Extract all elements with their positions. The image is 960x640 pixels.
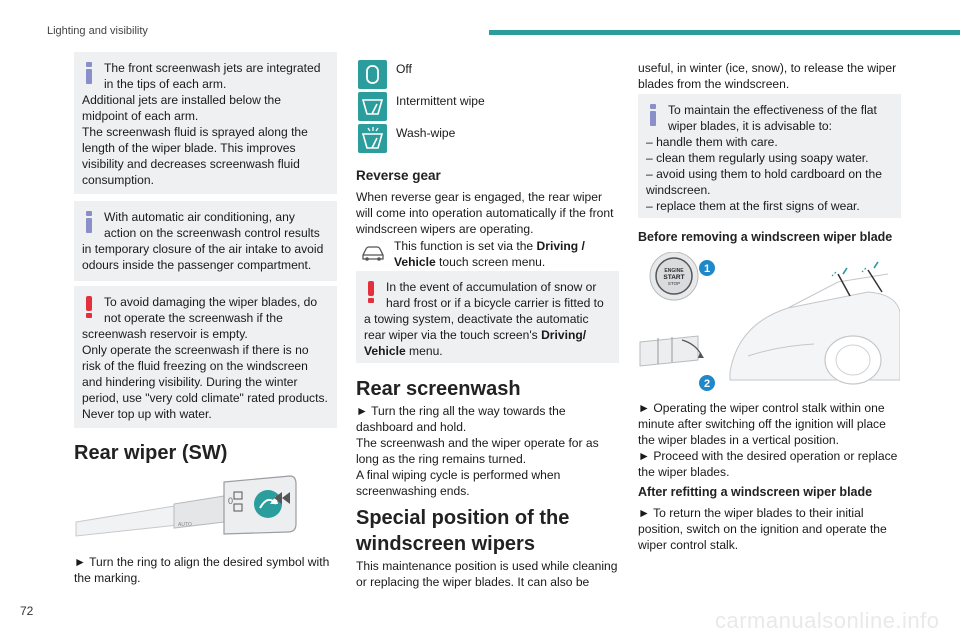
callout-2: 2 — [703, 378, 711, 390]
intermittent-wipe-icon — [358, 92, 387, 121]
reverse-gear-heading: Reverse gear — [356, 168, 441, 183]
info-box-screenwash-jets — [74, 52, 337, 194]
stop-label: STOP — [667, 281, 681, 286]
text-line: position, switch on the ignition and operate the — [638, 522, 887, 536]
text-line: ► Proceed with the desired operation or replace — [638, 449, 898, 463]
box-line: windscreen. — [646, 183, 711, 197]
text-line: wiper control stalk. — [638, 538, 739, 552]
function-set-text — [394, 238, 624, 270]
stalk-label-0: 0 — [228, 496, 234, 506]
box-line: a towing system, deactivate the automatic — [364, 312, 589, 326]
after-refitting-text — [638, 505, 901, 553]
text-line: ► Turn the ring all the way towards the — [356, 404, 566, 418]
box-line: Additional jets are installed below the — [82, 93, 281, 107]
box-line: Only operate the screenwash if there is no — [82, 343, 309, 357]
text-line: the wiper blades. — [638, 465, 730, 479]
box-line: consumption. — [82, 173, 154, 187]
rear-wiper-stalk-illustration — [74, 474, 314, 544]
symbol-row-intermittent — [358, 92, 558, 122]
off-icon — [358, 60, 387, 89]
info-icon — [648, 104, 658, 126]
box-line: In the event of accumulation of snow or — [386, 280, 597, 294]
box-line: To maintain the effectiveness of the flat — [668, 103, 877, 117]
text-line: blades from the windscreen. — [638, 77, 790, 91]
stalk-label-auto: AUTO — [178, 522, 192, 528]
warning-box-auto-rear-wiper — [356, 271, 619, 363]
turn-ring-instruction — [74, 554, 337, 586]
rear-screenwash-text — [356, 403, 619, 499]
text-line: ► To return the wiper blades to their initial — [638, 506, 864, 520]
engine-label: ENGINE — [664, 268, 684, 274]
text-fragment: menu. — [405, 344, 443, 358]
text-line: ► Turn the ring to align the desired symbol with — [74, 555, 330, 569]
page-number: 72 — [20, 604, 34, 618]
warning-icon — [366, 281, 376, 303]
special-position-text — [356, 558, 619, 590]
box-line: risk of the fluid freezing on the windscreen — [82, 359, 308, 373]
car-settings-icon — [360, 243, 386, 263]
text-fragment: rear wiper via the touch screen's — [364, 328, 542, 342]
box-line: wiper blades, it is advisable to: — [668, 119, 833, 133]
wash-wipe-icon — [358, 124, 387, 153]
symbol-label: Intermittent wipe — [396, 94, 485, 108]
menu-name: Vehicle — [394, 255, 436, 269]
wiper-service-illustration — [638, 252, 900, 392]
box-line: length of the wiper blade. This improves — [82, 141, 296, 155]
menu-name: Driving / — [536, 239, 585, 253]
start-label: START — [663, 274, 685, 281]
box-line: in the tips of each arm. — [104, 77, 227, 91]
box-line: Never top up with water. — [82, 407, 212, 421]
heading-line: windscreen wipers — [356, 533, 535, 555]
box-line: midpoint of each arm. — [82, 109, 199, 123]
text-line: long as the ring remains turned. — [356, 452, 527, 466]
warning-icon — [84, 296, 94, 318]
text-line: This maintenance position is used while cleaning — [356, 559, 618, 573]
info-box-flat-blades — [638, 94, 901, 218]
menu-name: Driving/ — [541, 328, 587, 342]
symbol-row-wash-wipe — [358, 124, 558, 154]
callout-1: 1 — [703, 263, 711, 275]
box-line: – clean them regularly using soapy water. — [646, 151, 869, 165]
info-icon — [84, 211, 94, 233]
warning-box-wiper-blades — [74, 286, 337, 428]
text-line: or replacing the wiper blades. It can also be — [356, 575, 590, 589]
text-line: A final wiping cycle is performed when — [356, 468, 561, 482]
box-line: To avoid damaging the wiper blades, do — [104, 295, 318, 309]
watermark: carmanualsonline.info — [715, 608, 940, 633]
box-line: in temporary closure of the air intake to avoid — [82, 242, 324, 256]
continuation-text — [638, 60, 901, 92]
box-line: visibility and decreases screenwash fluid — [82, 157, 300, 171]
info-box-air-conditioning — [74, 201, 337, 281]
box-line: action on the screenwash control results — [104, 226, 320, 240]
box-line: odours inside the passenger compartment. — [82, 258, 312, 272]
text-line: will come into operation automatically if the front — [356, 206, 614, 220]
reverse-gear-text — [356, 189, 619, 237]
symbol-row-off — [358, 60, 558, 90]
text-line: useful, in winter (ice, snow), to release the wiper — [638, 61, 897, 75]
rear-wiper-heading: Rear wiper (SW) — [74, 442, 228, 464]
box-line: The screenwash fluid is sprayed along the — [82, 125, 308, 139]
before-removing-heading: Before removing a windscreen wiper blade — [638, 230, 893, 244]
box-line: hard frost or if a bicycle carrier is fitted to — [386, 296, 604, 310]
rear-screenwash-heading: Rear screenwash — [356, 378, 521, 400]
text-line: screenwashing ends. — [356, 484, 470, 498]
box-line: With automatic air conditioning, any — [104, 210, 295, 224]
text-fragment: touch screen menu. — [435, 255, 546, 269]
text-line: The screenwash and the wiper operate for as — [356, 436, 599, 450]
box-line: and hindering visibility. During the winter — [82, 375, 298, 389]
section-title: Lighting and visibility — [47, 25, 148, 37]
symbol-label: Wash-wipe — [396, 126, 456, 140]
box-line: not operate the screenwash if the — [104, 311, 283, 325]
menu-name: Vehicle — [364, 344, 406, 358]
header-accent-bar — [489, 30, 960, 35]
box-line: – handle them with care. — [646, 135, 778, 149]
after-refitting-heading: After refitting a windscreen wiper blade — [638, 485, 873, 499]
box-line: – avoid using them to hold cardboard on the — [646, 167, 882, 181]
box-line: screenwash reservoir is empty. — [82, 327, 248, 341]
text-line: the marking. — [74, 571, 141, 585]
box-line: period, use "very cold climate" rated products. — [82, 391, 328, 405]
text-line: windscreen wipers are operating. — [356, 222, 534, 236]
text-line: the wiper blades in a vertical position. — [638, 433, 839, 447]
special-position-heading — [356, 505, 569, 557]
text-fragment: This function is set via the — [394, 239, 537, 253]
heading-line: Special position of the — [356, 507, 570, 529]
text-line: minute after switching off the ignition will place — [638, 417, 886, 431]
symbol-label: Off — [396, 62, 412, 76]
box-line: The front screenwash jets are integrated — [104, 61, 321, 75]
before-removing-text — [638, 400, 901, 480]
info-icon — [84, 62, 94, 84]
box-line: – replace them at the first signs of wear. — [646, 199, 860, 213]
text-line: ► Operating the wiper control stalk within one — [638, 401, 885, 415]
text-line: When reverse gear is engaged, the rear wiper — [356, 190, 603, 204]
text-line: dashboard and hold. — [356, 420, 467, 434]
